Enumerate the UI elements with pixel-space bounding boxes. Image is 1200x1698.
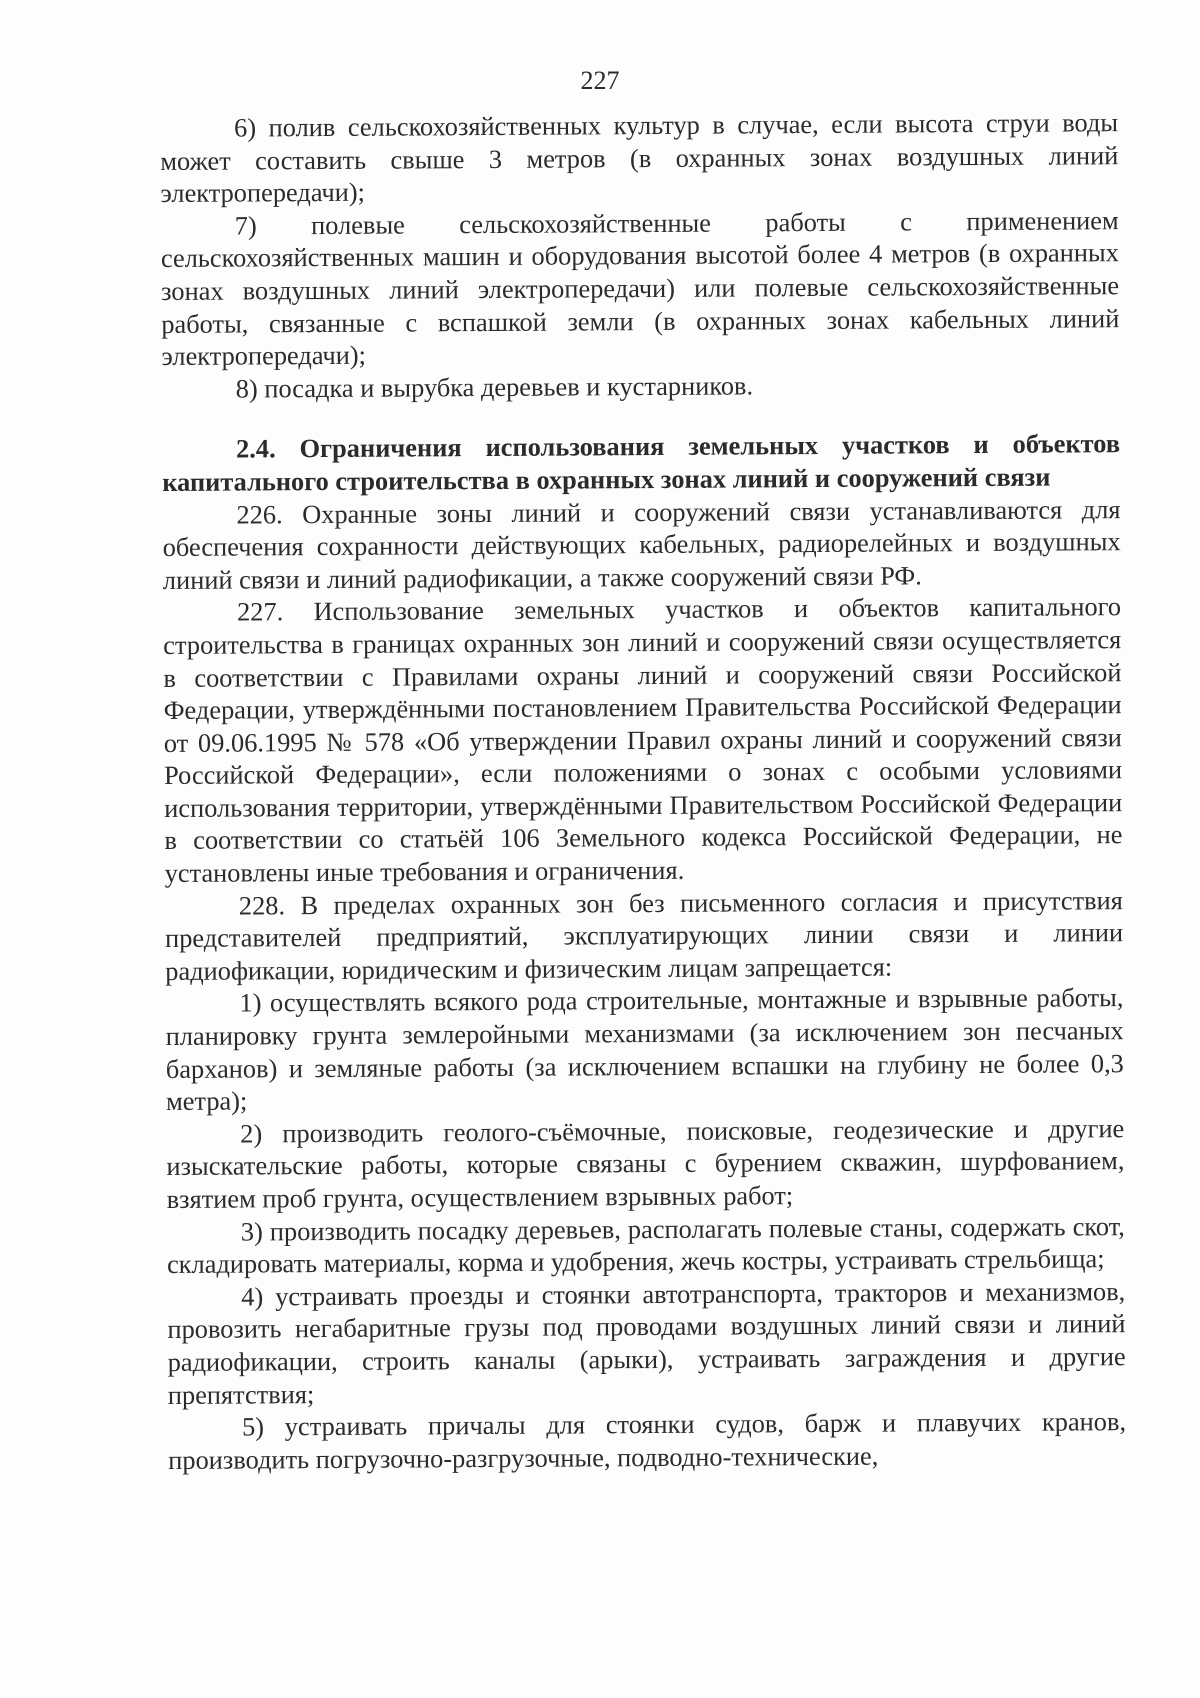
section-heading (162, 427, 1120, 498)
list-item-5: 5) устраивать причалы для стоянки судов, барж и плавучих кранов, производить погрузочно-разгрузочные, подводно-технические, (168, 1406, 1127, 1475)
list-item-6: 6) полив сельскохозяйственных культур в случае, если высота струи воды может составить свыше 3 метров (в охранных зонах воздушных линий электропередачи); (160, 107, 1119, 209)
list-item-1: 1) осуществлять всякого рода строительные, монтажные и взрывные работы, планировку грунта землеройными механизмами (за исключением зон песчаных барханов) и земляные работы (за исключением вспашки на глубину не более 0,3 метра); (165, 982, 1124, 1117)
paragraph-226: 226. Охранные зоны линий и сооружений связи устанавливаются для обеспечения сохранности действующих кабельных, радиорелейных и воздушных линий связи и линий радиофикации, а также сооружений связи РФ. (162, 493, 1121, 595)
list-item-4: 4) устраивать проезды и стоянки автотранспорта, тракторов и механизмов, провозить негабаритные грузы под проводами воздушных линий связи и линий радиофикации, строить каналы (арыки), устраивать заграждения и другие препятствия; (167, 1275, 1126, 1410)
document-body (160, 106, 1126, 1476)
page-number: 227 (580, 66, 620, 95)
list-item-7: 7) полевые сельскохозяйственные работы с применением сельскохозяйственных машин и оборудования высотой более 4 метров (в охранных зонах воздушных линий электропередачи) или полевые сельскохозяйственные работы, связанные с вспашкой земли (в охранных зонах кабельных линий электропередачи); (160, 204, 1120, 372)
paragraph-227: 227. Использование земельных участков и объектов капитального строительства в границах охранных зон линий и сооружений связи осуществляется в соответствии с Правилами охраны линий и сооружений связи Российской Федерации, утверждёнными постановлением Правительства Российской Федерации от 09.06.1995 № 578 «Об утверждении Правил охраны линий и сооружений связи Российской Федерации», если положениями о зонах с особыми условиями использования территории, утверждёнными Правительством Российской Федерации в соответствии со статьёй 106 Земельного кодекса Российской Федерации, не установлены иные требования и ограничения. (163, 591, 1123, 889)
list-item-2: 2) производить геолого-съёмочные, поисковые, геодезические и другие изыскательские работы, которые связаны с бурением скважин, шурфованием, взятием проб грунта, осуществлением взрывных работ; (166, 1112, 1125, 1214)
paragraph-228: 228. В пределах охранных зон без письменного согласия и присутствия представителей предприятий, эксплуатирующих линии связи и линии радиофикации, юридическим и физическим лицам запрещается: (164, 884, 1124, 986)
section-heading-line-1: 2.4. Ограничения использования земельных участков и объектов (235, 428, 1121, 464)
list-item-3: 3) производить посадку деревьев, располагать полевые станы, содержать скот, складировать материалы, корма и удобрения, жечь костры, устраивать стрельбища; (166, 1210, 1125, 1280)
section-heading-line-2: капитального строительства в охранных зонах линий и сооружений связи (162, 461, 1051, 497)
list-item-8: 8) посадка и вырубка деревьев и кустарников. (235, 370, 754, 404)
